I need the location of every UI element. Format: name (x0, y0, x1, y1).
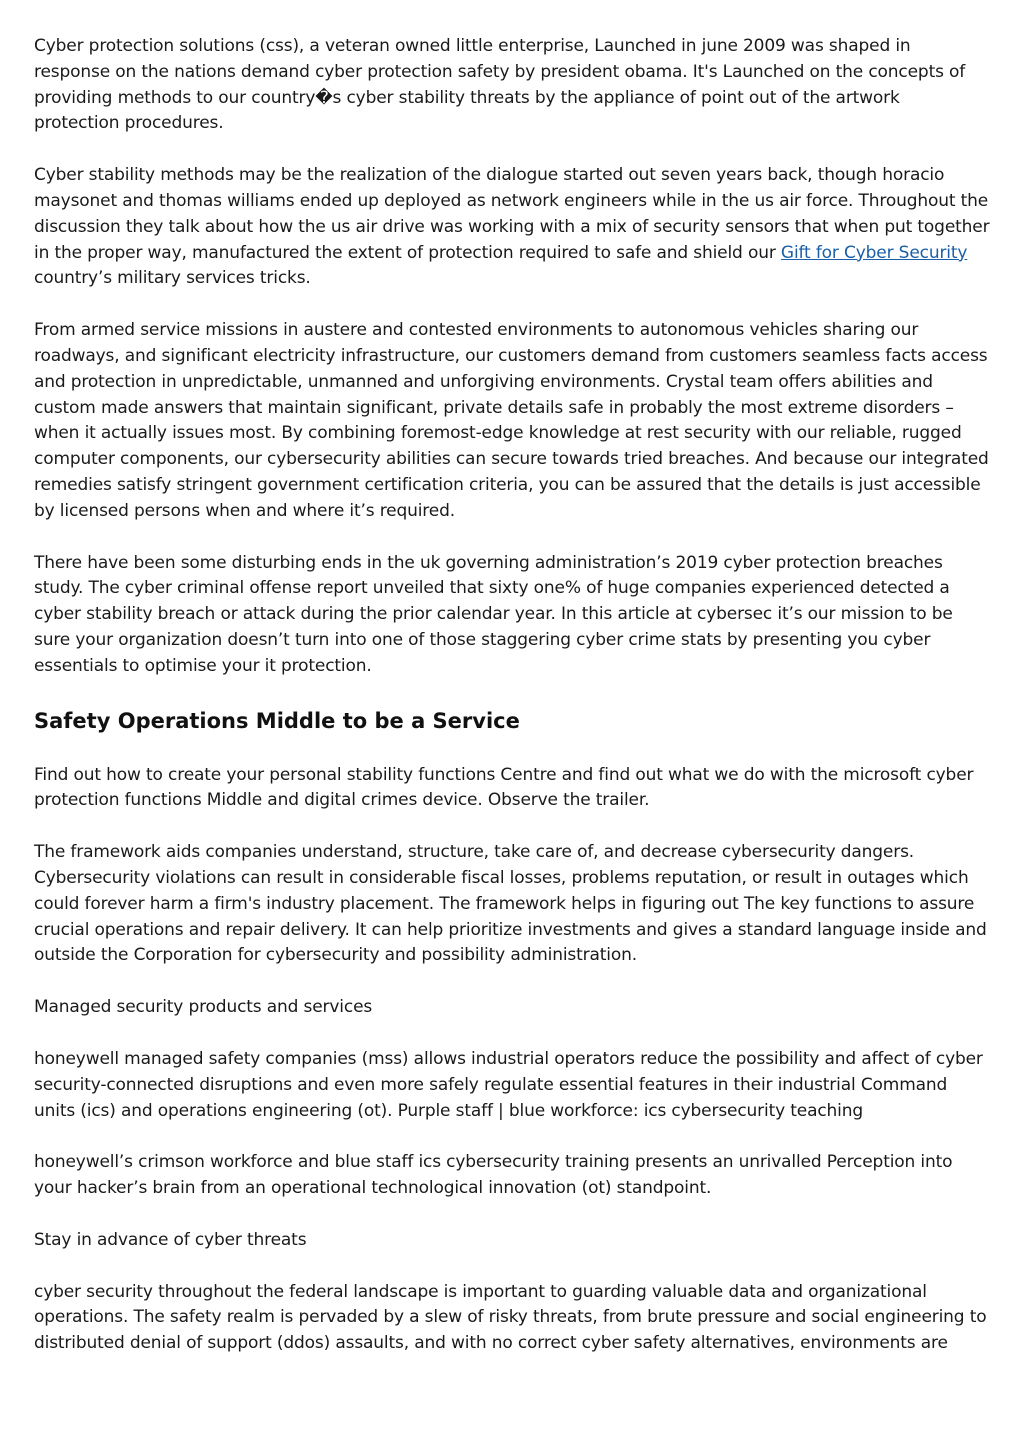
paragraph-text-after-link: country’s military services tricks. (34, 268, 311, 289)
paragraph-armed-service-missions: From armed service missions in austere and contested environments to autonomous vehicles sharing our roadways, and significant electricity infrastructure, our customers demand from customers seamless facts access and protection in unpredictable, unmanned and unforgiving environments. Crystal team offers abilities and custom made answers that maintain significant, private details safe in probably the most extreme disorders – when it actually issues most. By combining foremost-edge knowledge at rest security with our reliable, rugged computer components, our cybersecurity abilities can secure towards tried breaches. And because our integrated remedies satisfy stringent government certification criteria, you can be assured that the details is just accessible by licensed persons when and where it’s required. (34, 320, 989, 521)
paragraph-framework: The framework aids companies understand, structure, take care of, and decrease cybersecurity dangers. Cybersecurity violations can result in considerable fiscal losses, problems reputation, or result in outages which could forever harm a firm's industry placement. The framework helps in figuring out The key functions to assure crucial operations and repair delivery. It can help prioritize investments and gives a standard language inside and outside the Corporation for cybersecurity and possibility administration. (34, 842, 987, 966)
paragraph-stability-functions-centre: Find out how to create your personal stability functions Centre and find out what we do with the microsoft cyber protection functions Middle and digital crimes device. Observe the trailer. (34, 764, 974, 811)
paragraph-honeywell-mss: honeywell managed safety companies (mss) allows industrial operators reduce the possibility and affect of cyber security-connected disruptions and even more safely regulate essential features in their industrial Command units (ics) and operations engineering (ot). Purple staff | blue workforce: ics cybersecurity teaching (34, 1048, 983, 1121)
paragraph-stay-in-advance: Stay in advance of cyber threats (34, 1229, 307, 1250)
section-heading: Safety Operations Middle to be a Service (34, 708, 520, 733)
paragraph-honeywell-training: honeywell’s crimson workforce and blue staff ics cybersecurity training presents an unrivalled Perception into your hacker’s brain from an operational technological innovation (ot) standpoint. (34, 1152, 953, 1199)
paragraph-federal-landscape: cyber security throughout the federal landscape is important to guarding valuable data and organizational operations. The safety realm is pervaded by a slew of risky threats, from brute pressure and social engineering to distributed denial of support (ddos) assaults, and with no correct cyber safety alternatives, environments are (34, 1281, 987, 1354)
gift-for-cyber-security-link[interactable]: Gift for Cyber Security (780, 242, 968, 263)
paragraph-css-intro: Cyber protection solutions (css), a veteran owned little enterprise, Launched in june 2009 was shaped in response on the nations demand cyber protection safety by president obama. It's Launched on the concepts of providing methods to our country�s cyber stability threats by the appliance of point out of the artwork protection procedures. (34, 36, 966, 134)
paragraph-text-before-link: Cyber stability methods may be the realization of the dialogue started out seven years back, though horacio maysonet and thomas williams ended up deployed as network engineers while in the us air force. Throughout the discussion they talk about how the us air drive was working with a mix of security sensors that when put together in the proper way, manufactured the extent of protection required to safe and shield our (34, 165, 990, 263)
paragraph-managed-security: Managed security products and services (34, 997, 373, 1018)
paragraph-cyber-stability-methods (34, 163, 990, 292)
paragraph-uk-breaches-study: There have been some disturbing ends in the uk governing administration’s 2019 cyber protection breaches study. The cyber criminal offense report unveiled that sixty one% of huge companies experienced detected a cyber stability breach or attack during the prior calendar year. In this article at cybersec it’s our mission to be sure your organization doesn’t turn into one of those staggering cyber crime stats by presenting you cyber essentials to optimise your it protection. (34, 552, 953, 676)
